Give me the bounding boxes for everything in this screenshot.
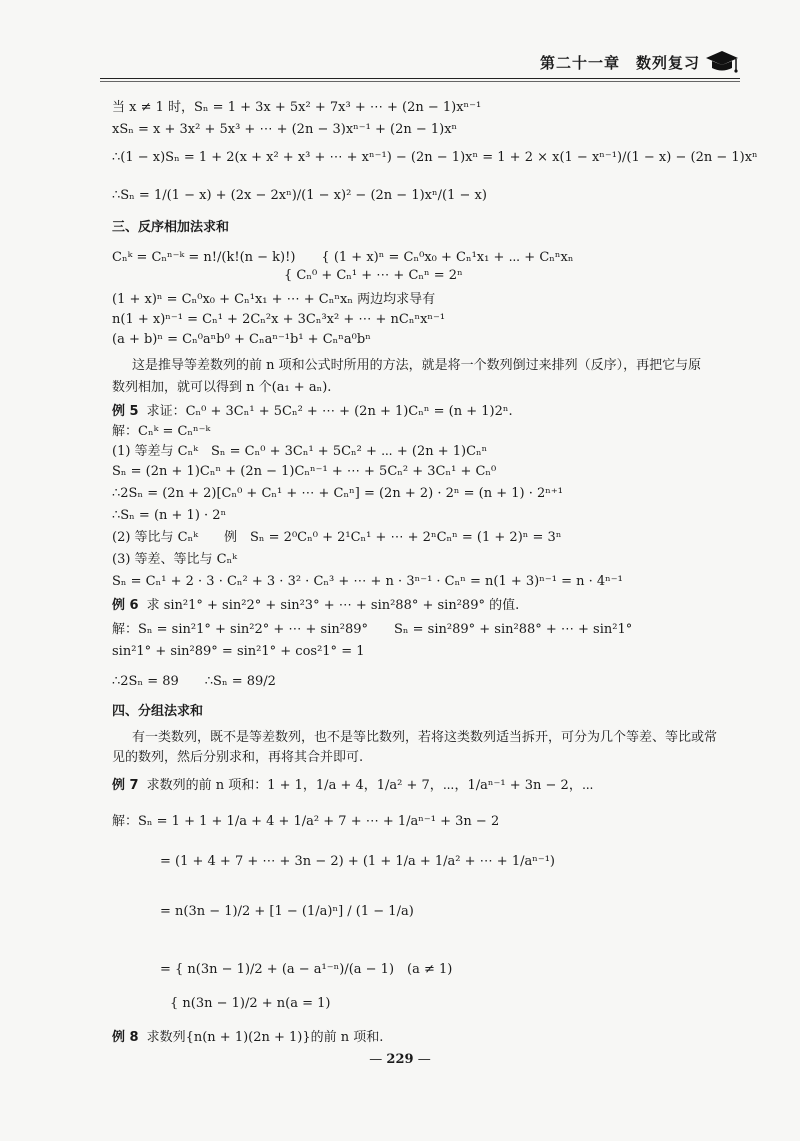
text-line: ∴Sₙ = (n + 1) · 2ⁿ [112, 508, 227, 523]
example-label: 例 7 [112, 778, 139, 793]
text-line: = (1 + 4 + 7 + ⋯ + 3n − 2) + (1 + 1/a + 1/a² + ⋯ + 1/aⁿ⁻¹) [160, 854, 555, 869]
header-rule [100, 78, 740, 79]
graduation-cap-icon [704, 48, 740, 74]
example-label: 例 6 [112, 598, 139, 613]
text-line: n(1 + x)ⁿ⁻¹ = Cₙ¹ + 2Cₙ²x + 3Cₙ³x² + ⋯ + nCₙⁿxⁿ⁻¹ [112, 312, 446, 327]
paragraph-line: 数列相加，就可以得到 n 个(a₁ + aₙ). [112, 380, 332, 395]
example-6 [112, 598, 519, 614]
paragraph-line: 见的数列，然后分别求和，再将其合并即可. [112, 750, 364, 765]
example-text: 求数列{n(n + 1)(2n + 1)}的前 n 项和. [146, 1030, 384, 1045]
text-line: xSₙ = x + 3x² + 5x³ + ⋯ + (2n − 3)xⁿ⁻¹ + (2n − 1)xⁿ [112, 122, 458, 137]
example-text: 求证：Cₙ⁰ + 3Cₙ¹ + 5Cₙ² + ⋯ + (2n + 1)Cₙⁿ = (n + 1)2ⁿ. [146, 404, 513, 419]
text-line: ∴2Sₙ = (2n + 2)[Cₙ⁰ + Cₙ¹ + ⋯ + Cₙⁿ] = (2n + 2) · 2ⁿ = (n + 1) · 2ⁿ⁺¹ [112, 486, 563, 501]
example-label: 例 5 [112, 404, 139, 419]
text-line: ∴Sₙ = 1/(1 − x) + (2x − 2xⁿ)/(1 − x)² − (2n − 1)xⁿ/(1 − x) [112, 188, 487, 203]
example-7 [112, 778, 594, 794]
example-text: 求 sin²1° + sin²2° + sin²3° + ⋯ + sin²88° + sin²89° 的值. [146, 598, 520, 613]
example-8 [112, 1030, 383, 1046]
text-line: { n(3n − 1)/2 + n(a = 1) [170, 996, 331, 1011]
section-heading: 四、分组法求和 [112, 704, 204, 719]
text-line: ∴2Sₙ = 89 ∴Sₙ = 89/2 [112, 674, 276, 689]
text-line: Cₙᵏ = Cₙⁿ⁻ᵏ = n!/(k!(n − k)!) { (1 + x)ⁿ = Cₙ⁰x₀ + Cₙ¹x₁ + ⋯ + Cₙⁿxₙ [112, 250, 574, 265]
text-line: 解：Sₙ = 1 + 1 + 1/a + 4 + 1/a² + 7 + ⋯ + 1/aⁿ⁻¹ + 3n − 2 [112, 814, 500, 829]
page-number: — 229 — [0, 1052, 800, 1067]
paragraph-line: 有一类数列，既不是等差数列，也不是等比数列，若将这类数列适当拆开，可分为几个等差、等比或常 [132, 730, 718, 745]
text-line: (1) 等差与 Cₙᵏ Sₙ = Cₙ⁰ + 3Cₙ¹ + 5Cₙ² + ⋯ + (2n + 1)Cₙⁿ [112, 444, 488, 459]
example-label: 例 8 [112, 1030, 139, 1045]
text-line: Sₙ = (2n + 1)Cₙⁿ + (2n − 1)Cₙⁿ⁻¹ + ⋯ + 5Cₙ² + 3Cₙ¹ + Cₙ⁰ [112, 464, 497, 479]
text-line: { Cₙ⁰ + Cₙ¹ + ⋯ + Cₙⁿ = 2ⁿ [284, 268, 463, 283]
text-line: = n(3n − 1)/2 + [1 − (1/a)ⁿ] / (1 − 1/a) [160, 904, 414, 919]
text-line: (1 + x)ⁿ = Cₙ⁰x₀ + Cₙ¹x₁ + ⋯ + Cₙⁿxₙ 两边均求导有 [112, 292, 436, 307]
text-line: Sₙ = Cₙ¹ + 2 · 3 · Cₙ² + 3 · 3² · Cₙ³ + ⋯ + n · 3ⁿ⁻¹ · Cₙⁿ = n(1 + 3)ⁿ⁻¹ = n · 4ⁿ⁻¹ [112, 574, 623, 589]
section-heading: 三、反序相加法求和 [112, 220, 230, 235]
example-5 [112, 404, 513, 420]
page-header [100, 40, 740, 80]
text-line: 当 x ≠ 1 时，Sₙ = 1 + 3x + 5x² + 7x³ + ⋯ + (2n − 1)xⁿ⁻¹ [112, 100, 482, 115]
paragraph-line: 这是推导等差数列的前 n 项和公式时所用的方法，就是将一个数列倒过来排列（反序），再把它与原 [132, 358, 702, 373]
text-line: = { n(3n − 1)/2 + (a − a¹⁻ⁿ)/(a − 1) (a ≠ 1) [160, 962, 453, 977]
chapter-title: 第二十一章 数列复习 [539, 54, 700, 72]
text-line: 解：Sₙ = sin²1° + sin²2° + ⋯ + sin²89° Sₙ = sin²89° + sin²88° + ⋯ + sin²1° [112, 622, 633, 637]
text-line: sin²1° + sin²89° = sin²1° + cos²1° = 1 [112, 644, 365, 659]
example-text: 求数列的前 n 项和：1 + 1，1/a + 4，1/a² + 7，⋯，1/aⁿ⁻¹ + 3n − 2，⋯ [146, 778, 594, 793]
text-line: (2) 等比与 Cₙᵏ 例 Sₙ = 2⁰Cₙ⁰ + 2¹Cₙ¹ + ⋯ + 2ⁿCₙⁿ = (1 + 2)ⁿ = 3ⁿ [112, 530, 562, 545]
text-line: ∴(1 − x)Sₙ = 1 + 2(x + x² + x³ + ⋯ + xⁿ⁻¹) − (2n − 1)xⁿ = 1 + 2 × x(1 − xⁿ⁻¹)/(1 − x) − (2n − 1)xⁿ [112, 150, 758, 165]
text-line: 解：Cₙᵏ = Cₙⁿ⁻ᵏ [112, 424, 211, 439]
text-line: (3) 等差、等比与 Cₙᵏ [112, 552, 237, 567]
header-rule-thin [100, 81, 740, 82]
text-line: (a + b)ⁿ = Cₙ⁰aⁿb⁰ + Cₙaⁿ⁻¹b¹ + Cₙⁿa⁰bⁿ [112, 332, 371, 347]
